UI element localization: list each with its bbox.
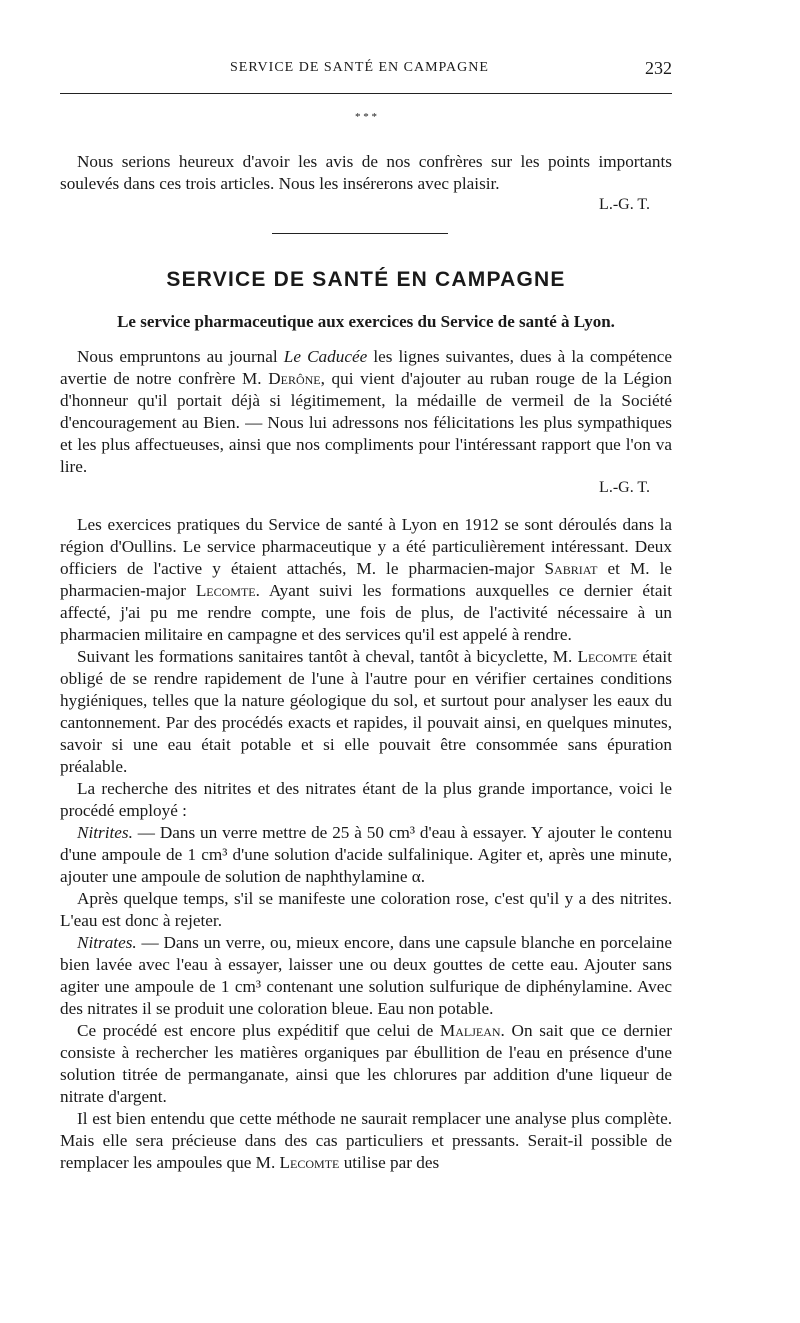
body-paragraph-3: La recherche des nitrites et des nitrates étant de la plus grande importance, voici le procédé employé : <box>60 779 672 820</box>
nitrates-paragraph: Nitrates. — Dans un verre, ou, mieux encore, dans une capsule blanche en porcelaine bien lavée avec l'eau à essayer, laisser une ou deux gouttes de cette eau. Ajouter sans agiter une ampoule de 1 cm³ contenant une solution sulfurique de diphénylamine. Avec des nitrates il se produit une coloration bleue. Eau non potable. <box>60 933 672 1018</box>
note-paragraph: Nous empruntons au journal Le Caducée les lignes suivantes, dues à la compétence avertie de notre confrère M. Derône, qui vient d'ajouter au ruban rouge de la Légion d'honneur qu'il portait déjà si légitimement, la médaille de vermeil de la Société d'encouragement au Bien. — Nous lui adressons nos félicitations les plus sympathiques et les plus affectueuses, ainsi que nos compliments pour l'intéressant rapport que l'on va lire. <box>60 347 672 476</box>
section-subtitle: Le service pharmaceutique aux exercices du Service de santé à Lyon. <box>117 312 615 331</box>
body-paragraph-2: Suivant les formations sanitaires tantôt à cheval, tantôt à bicyclette, M. Lecomte était obligé de se rendre rapidement de l'une à l'autre pour en vérifier certaines conditions hygiéniques, telles que la nature géologique du sol, et surtout pour analyser les eaux du cantonnement. Par des procédés exacts et rapides, il pouvait ainsi, en quelques minutes, savoir si une eau était potable et si elle pouvait être consommée sans épuration préalable. <box>60 647 672 776</box>
separator-rule <box>272 233 448 234</box>
person-name: Lecomte <box>577 647 638 666</box>
section-title: SERVICE DE SANTÉ EN CAMPAGNE <box>166 268 566 291</box>
journal-title: Le Caducée <box>283 347 368 366</box>
nitrites-label: Nitrites. <box>77 823 133 842</box>
content <box>60 151 672 1174</box>
person-name: Lecomte <box>279 1153 340 1172</box>
asterism: * * * <box>355 111 377 123</box>
person-name: Maljean <box>439 1021 501 1040</box>
header-rule <box>60 93 672 94</box>
person-name: Lecomte <box>195 581 256 600</box>
body-paragraph-8: Il est bien entendu que cette méthode ne saurait remplacer une analyse plus complète. Mais elle sera précieuse dans des cas particuliers et pressants. Serait-il possible de remplacer les ampoules que M. Lecomte utilise par des <box>60 1109 672 1172</box>
body-paragraph-5: Après quelque temps, s'il se manifeste une coloration rose, c'est qu'il y a des nitrites. L'eau est donc à rejeter. <box>60 889 672 930</box>
page-header <box>60 58 672 82</box>
intro-signature: L.-G. T. <box>599 196 650 213</box>
running-title: SERVICE DE SANTÉ EN CAMPAGNE <box>230 60 489 75</box>
body-paragraph-7: Ce procédé est encore plus expéditif que celui de Maljean. On sait que ce dernier consiste à rechercher les matières organiques par ébullition de l'eau en présence d'une solution titrée de permanganate, ainsi que les chlorures par addition d'une liqueur de nitrate d'argent. <box>60 1021 672 1106</box>
person-name: Sabriat <box>544 559 598 578</box>
person-name: Derône <box>268 369 321 388</box>
page-number: 232 <box>645 58 672 78</box>
nitrates-label: Nitrates. <box>77 933 137 952</box>
nitrites-paragraph: Nitrites. — Dans un verre mettre de 25 à 50 cm³ d'eau à essayer. Y ajouter le contenu d'une ampoule de 1 cm³ d'une solution d'acide sulfalinique. Agiter et, après une minute, ajouter une ampoule de solution de naphthylamine α. <box>60 823 672 886</box>
note-signature: L.-G. T. <box>599 479 650 496</box>
body-paragraph-1: Les exercices pratiques du Service de santé à Lyon en 1912 se sont déroulés dans la région d'Oullins. Le service pharmaceutique y a été particulièrement intéressant. Deux officiers de l'active y étaient attachés, M. le pharmacien-major Sabriat et M. le pharmacien-major Lecomte. Ayant suivi les formations auxquelles ce dernier était affecté, j'ai pu me rendre compte, une fois de plus, de l'activité nécessaire à un pharmacien militaire en campagne et des services qu'il est appelé à rendre. <box>60 515 673 644</box>
intro-paragraph: Nous serions heureux d'avoir les avis de nos confrères sur les points importants soulevés dans ces trois articles. Nous les insérerons avec plaisir. <box>60 152 672 193</box>
